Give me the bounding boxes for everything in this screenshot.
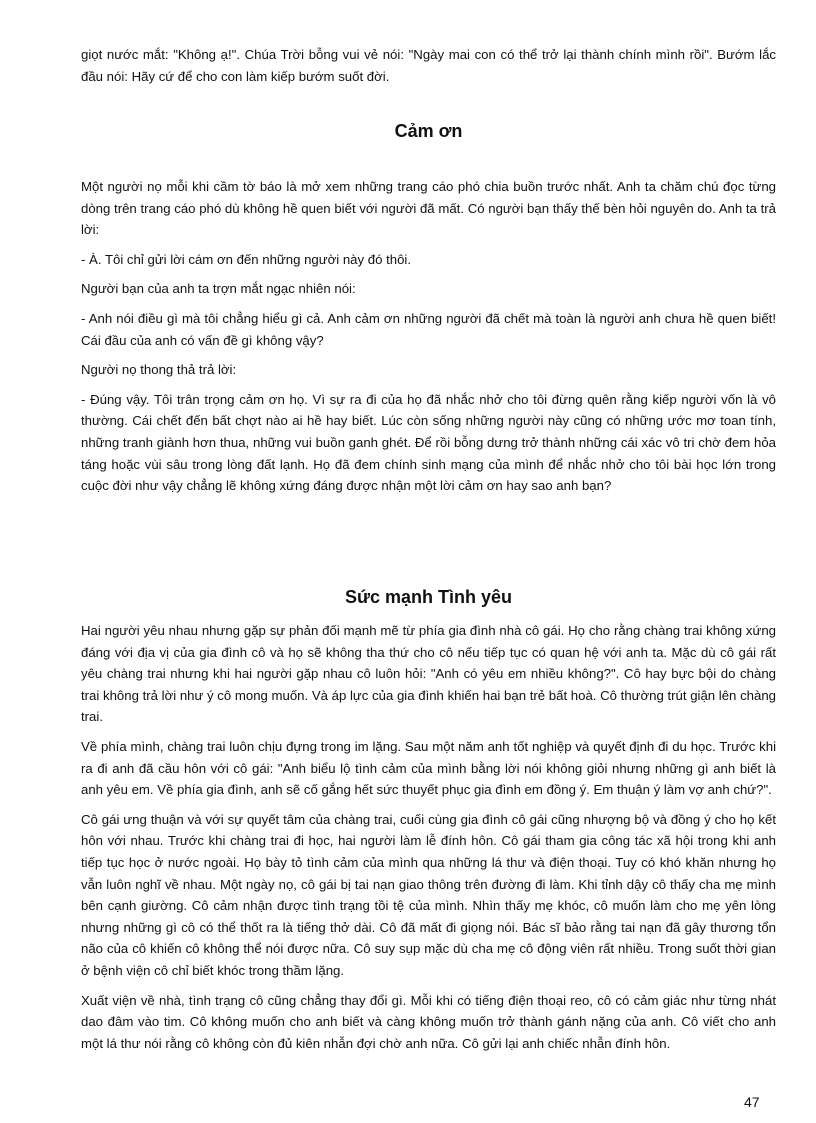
paragraph: Người nọ thong thả trả lời: <box>81 362 237 378</box>
paragraph: - À. Tôi chỉ gửi lời cám ơn đến những người này đó thôi. <box>81 251 412 267</box>
story-cam-on-body <box>81 176 776 497</box>
story-title-cam-on: Cảm ơn <box>394 121 463 141</box>
paragraph: Một người nọ mỗi khi cầm tờ báo là mở xem những trang cáo phó chia buồn trước nhất. Anh ta chăm chú đọc từng dòng trên trang cáo phó dù không hề quen biết với người đã mất. Có người bạn thấy thế bèn hỏi nguyên do. Anh ta trả lời: <box>81 179 776 238</box>
paragraph: Xuất viện về nhà, tình trạng cô cũng chẳng thay đổi gì. Mỗi khi có tiếng điện thoại reo, cô có cảm giác như từng nhát dao đâm vào tim. Cô không muốn cho anh biết và càng không muốn trở thành gánh nặng của anh. Cô viết cho anh một lá thư nói rằng cô không còn đủ kiên nhẫn đợi chờ anh nữa. Cô gửi lại anh chiếc nhẫn đính hôn. <box>81 992 776 1051</box>
paragraph: Người bạn của anh ta trợn mắt ngạc nhiên nói: <box>81 281 356 297</box>
paragraph: Cô gái ưng thuận và với sự quyết tâm của chàng trai, cuối cùng gia đình cô gái cũng nhượng bộ và đồng ý cho họ kết hôn với nhau. Trước khi chàng trai đi học, hai người làm lễ đính hôn. Cô gái tham gia công tác xã hội trong khi anh tiếp tục học ở nước ngoài. Họ bày tỏ tình cảm của mình qua những lá thư và điện thoại. Tuy có khó khăn nhưng họ vẫn luôn nghĩ về nhau. Một ngày nọ, cô gái bị tai nạn giao thông trên đường đi làm. Khi tỉnh dậy cô thấy cha mẹ mình bên cạnh giường. Cô cảm nhận được tình trạng tồi tệ của mình. Nhìn thấy mẹ khóc, cô muốn làm cho mẹ yên lòng nhưng những gì cô có thể thốt ra là tiếng thở dài. Cô đã mất đi giọng nói. Bác sĩ bảo rằng tai nạn đã gây thương tổn não của cô khiến cô không thể nói được nữa. Cô suy sụp mặc dù cha mẹ cô động viên rất nhiều. Trong suốt thời gian ở bệnh viện cô chỉ biết khóc trong thầm lặng. <box>81 811 776 978</box>
paragraph: Về phía mình, chàng trai luôn chịu đựng trong im lặng. Sau một năm anh tốt nghiệp và quyết định đi du học. Trước khi ra đi anh đã cầu hôn với cô gái: "Anh biểu lộ tình cảm của mình bằng lời nói không giỏi nhưng những gì anh biết là anh yêu em. Về phía gia đình, anh sẽ cố gắng hết sức thuyết phục gia đình em đồng ý. Em thuận ý làm vợ anh chứ?". <box>81 738 776 798</box>
paragraph: Hai người yêu nhau nhưng gặp sự phản đối mạnh mẽ từ phía gia đình nhà cô gái. Họ cho rằng chàng trai không xứng đáng với địa vị của gia đình cô và họ sẽ không tha thứ cho cô nếu tiếp tục có quan hệ với anh ta. Mặc dù cô gái rất yêu chàng trai nhưng khi hai người gặp nhau cô luôn hỏi: "Anh có yêu em nhiều không?". Cô hay bực bội do chàng trai không trả lời như ý cô mong muốn. Và áp lực của gia đình khiến hai bạn trẻ bất hoà. Cô thường trút giận lên chàng trai. <box>81 623 776 725</box>
paragraph: - Đúng vậy. Tôi trân trọng cảm ơn họ. Vì sự ra đi của họ đã nhắc nhở cho tôi đừng quên rằng kiếp người vốn là vô thường. Cái chết đến bất chợt nào ai hề hay biết. Lúc còn sống những người này cũng có những ước mơ toan tính, những tranh giành hơn thua, những vui buồn ganh ghét. Để rồi bỗng dưng trở thành những cái xác vô tri chờ đem hỏa táng hoặc vùi sâu trong lòng đất lạnh. Họ đã đem chính sinh mạng của mình để nhắc nhở cho tôi bài học lớn trong cuộc đời như vậy chẳng lẽ không xứng đáng được nhận một lời cảm ơn hay sao anh bạn? <box>81 391 776 494</box>
story-title-suc-manh-tinh-yeu: Sức mạnh Tình yêu <box>344 587 513 607</box>
paragraph: - Anh nói điều gì mà tôi chẳng hiểu gì cả. Anh cảm ơn những người đã chết mà toàn là người anh chưa hề quen biết! Cái đầu của anh có vấn đề gì không vậy? <box>81 310 776 348</box>
page-number: 47 <box>744 1094 760 1110</box>
intro-paragraph: giọt nước mắt: "Không ạ!". Chúa Trời bỗng vui vẻ nói: "Ngày mai con có thể trở lại thành chính mình rồi". Bướm lắc đầu nói: Hãy cứ để cho con làm kiếp bướm suốt đời. <box>81 47 776 84</box>
story-suc-manh-body <box>81 620 776 1054</box>
